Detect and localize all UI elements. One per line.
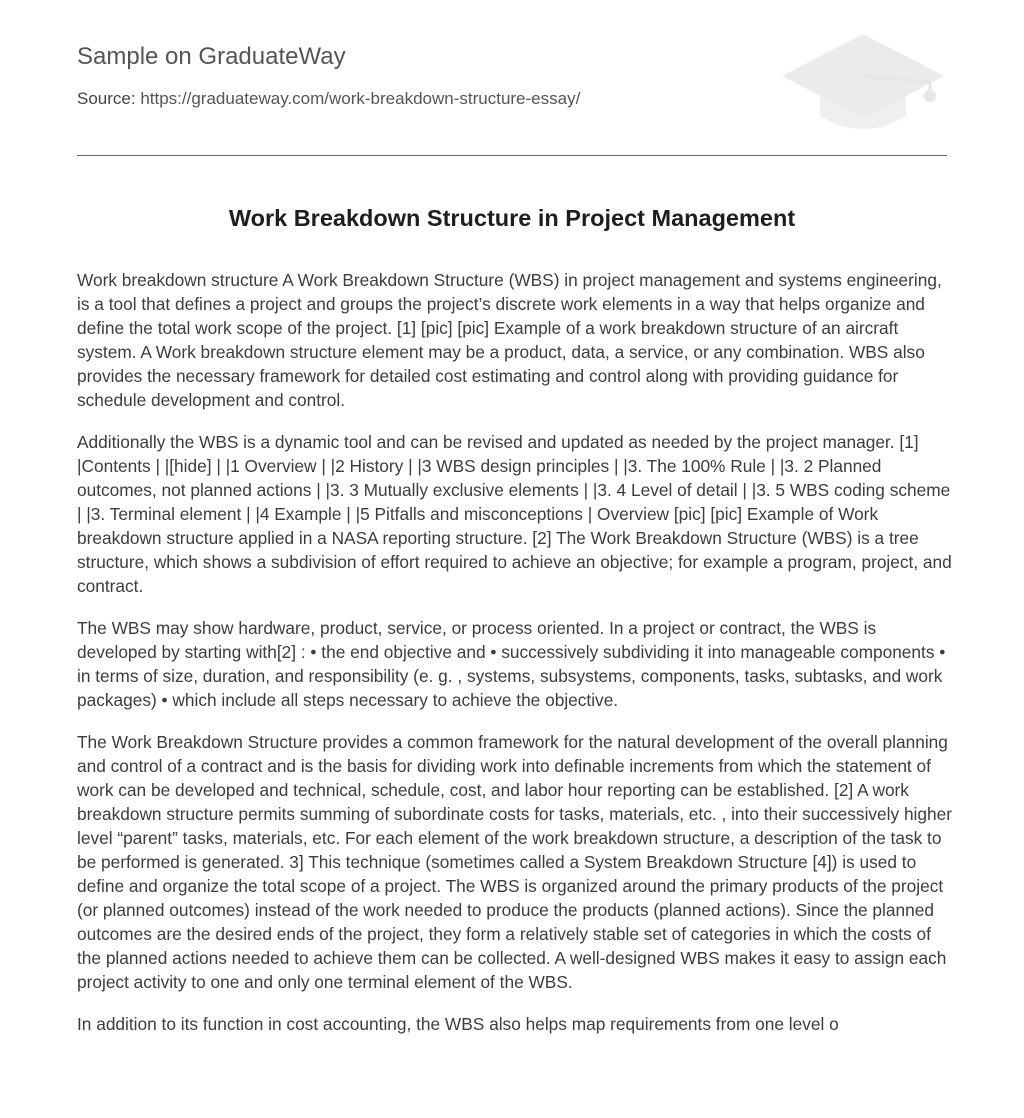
source-label: Source: <box>77 89 136 108</box>
source-link[interactable]: https://graduateway.com/work-breakdown-structure-essay/ <box>140 89 581 108</box>
paragraph: The WBS may show hardware, product, service, or process oriented. In a project or contract, the WBS is developed by starting with[2] : • the end objective and • successively subdividing it into manageable components • in terms of size, duration, and responsibility (e. g. , systems, subsystems, components, tasks, subtasks, and work packages) • which include all steps necessary to achieve the objective. <box>77 618 946 710</box>
source-line <box>77 89 580 109</box>
paragraph: In addition to its function in cost accounting, the WBS also helps map requirements from one level o <box>77 1014 839 1034</box>
page-header <box>77 0 947 156</box>
paragraph: Work breakdown structure A Work Breakdown Structure (WBS) in project management and systems engineering, is a tool that defines a project and groups the project’s discrete work elements in a way that helps organize and define the total work scope of the project. [1] [pic] [pic] Example of a work breakdown structure of an aircraft system. A Work breakdown structure element may be a product, data, a service, or any combination. WBS also provides the necessary framework for detailed cost estimating and control along with providing guidance for schedule development and control. <box>77 270 942 410</box>
header-divider <box>77 155 947 156</box>
article-body <box>77 268 952 1054</box>
site-title: Sample on GraduateWay <box>77 43 346 70</box>
paragraph: The Work Breakdown Structure provides a common framework for the natural development of the overall planning and control of a contract and is the basis for dividing work into definable increments from which the statement of work can be developed and technical, schedule, cost, and labor hour reporting can be established. [2] A work breakdown structure permits summing of subordinate costs for tasks, materials, etc. , into their successively higher level “parent” tasks, materials, etc. For each element of the work breakdown structure, a description of the task to be performed is generated. 3] This technique (sometimes called a System Breakdown Structure [4]) is used to define and organize the total scope of a project. The WBS is organized around the primary products of the project (or planned outcomes) instead of the work needed to produce the products (planned actions). Since the planned outcomes are the desired ends of the project, they form a relatively stable set of categories in which the costs of the planned actions needed to achieve them can be collected. A well-designed WBS makes it easy to assign each project activity to one and only one terminal element of the WBS. <box>77 732 952 992</box>
paragraph: Additionally the WBS is a dynamic tool and can be revised and updated as needed by the project manager. [1] |Contents | |[hide] | |1 Overview | |2 History | |3 WBS design principles | |3. The 100% Rule | |3. 2 Planned outcomes, not planned actions | |3. 3 Mutually exclusive elements | |3. 4 Level of detail | |3. 5 WBS coding scheme | |3. Terminal element | |4 Example | |5 Pitfalls and misconceptions | Overview [pic] [pic] Example of Work breakdown structure applied in a NASA reporting structure. [2] The Work Breakdown Structure (WBS) is a tree structure, which shows a subdivision of effort required to achieve an objective; for example a program, project, and contract. <box>77 432 952 596</box>
document-title: Work Breakdown Structure in Project Management <box>228 205 796 231</box>
graduation-cap-icon <box>780 30 946 134</box>
